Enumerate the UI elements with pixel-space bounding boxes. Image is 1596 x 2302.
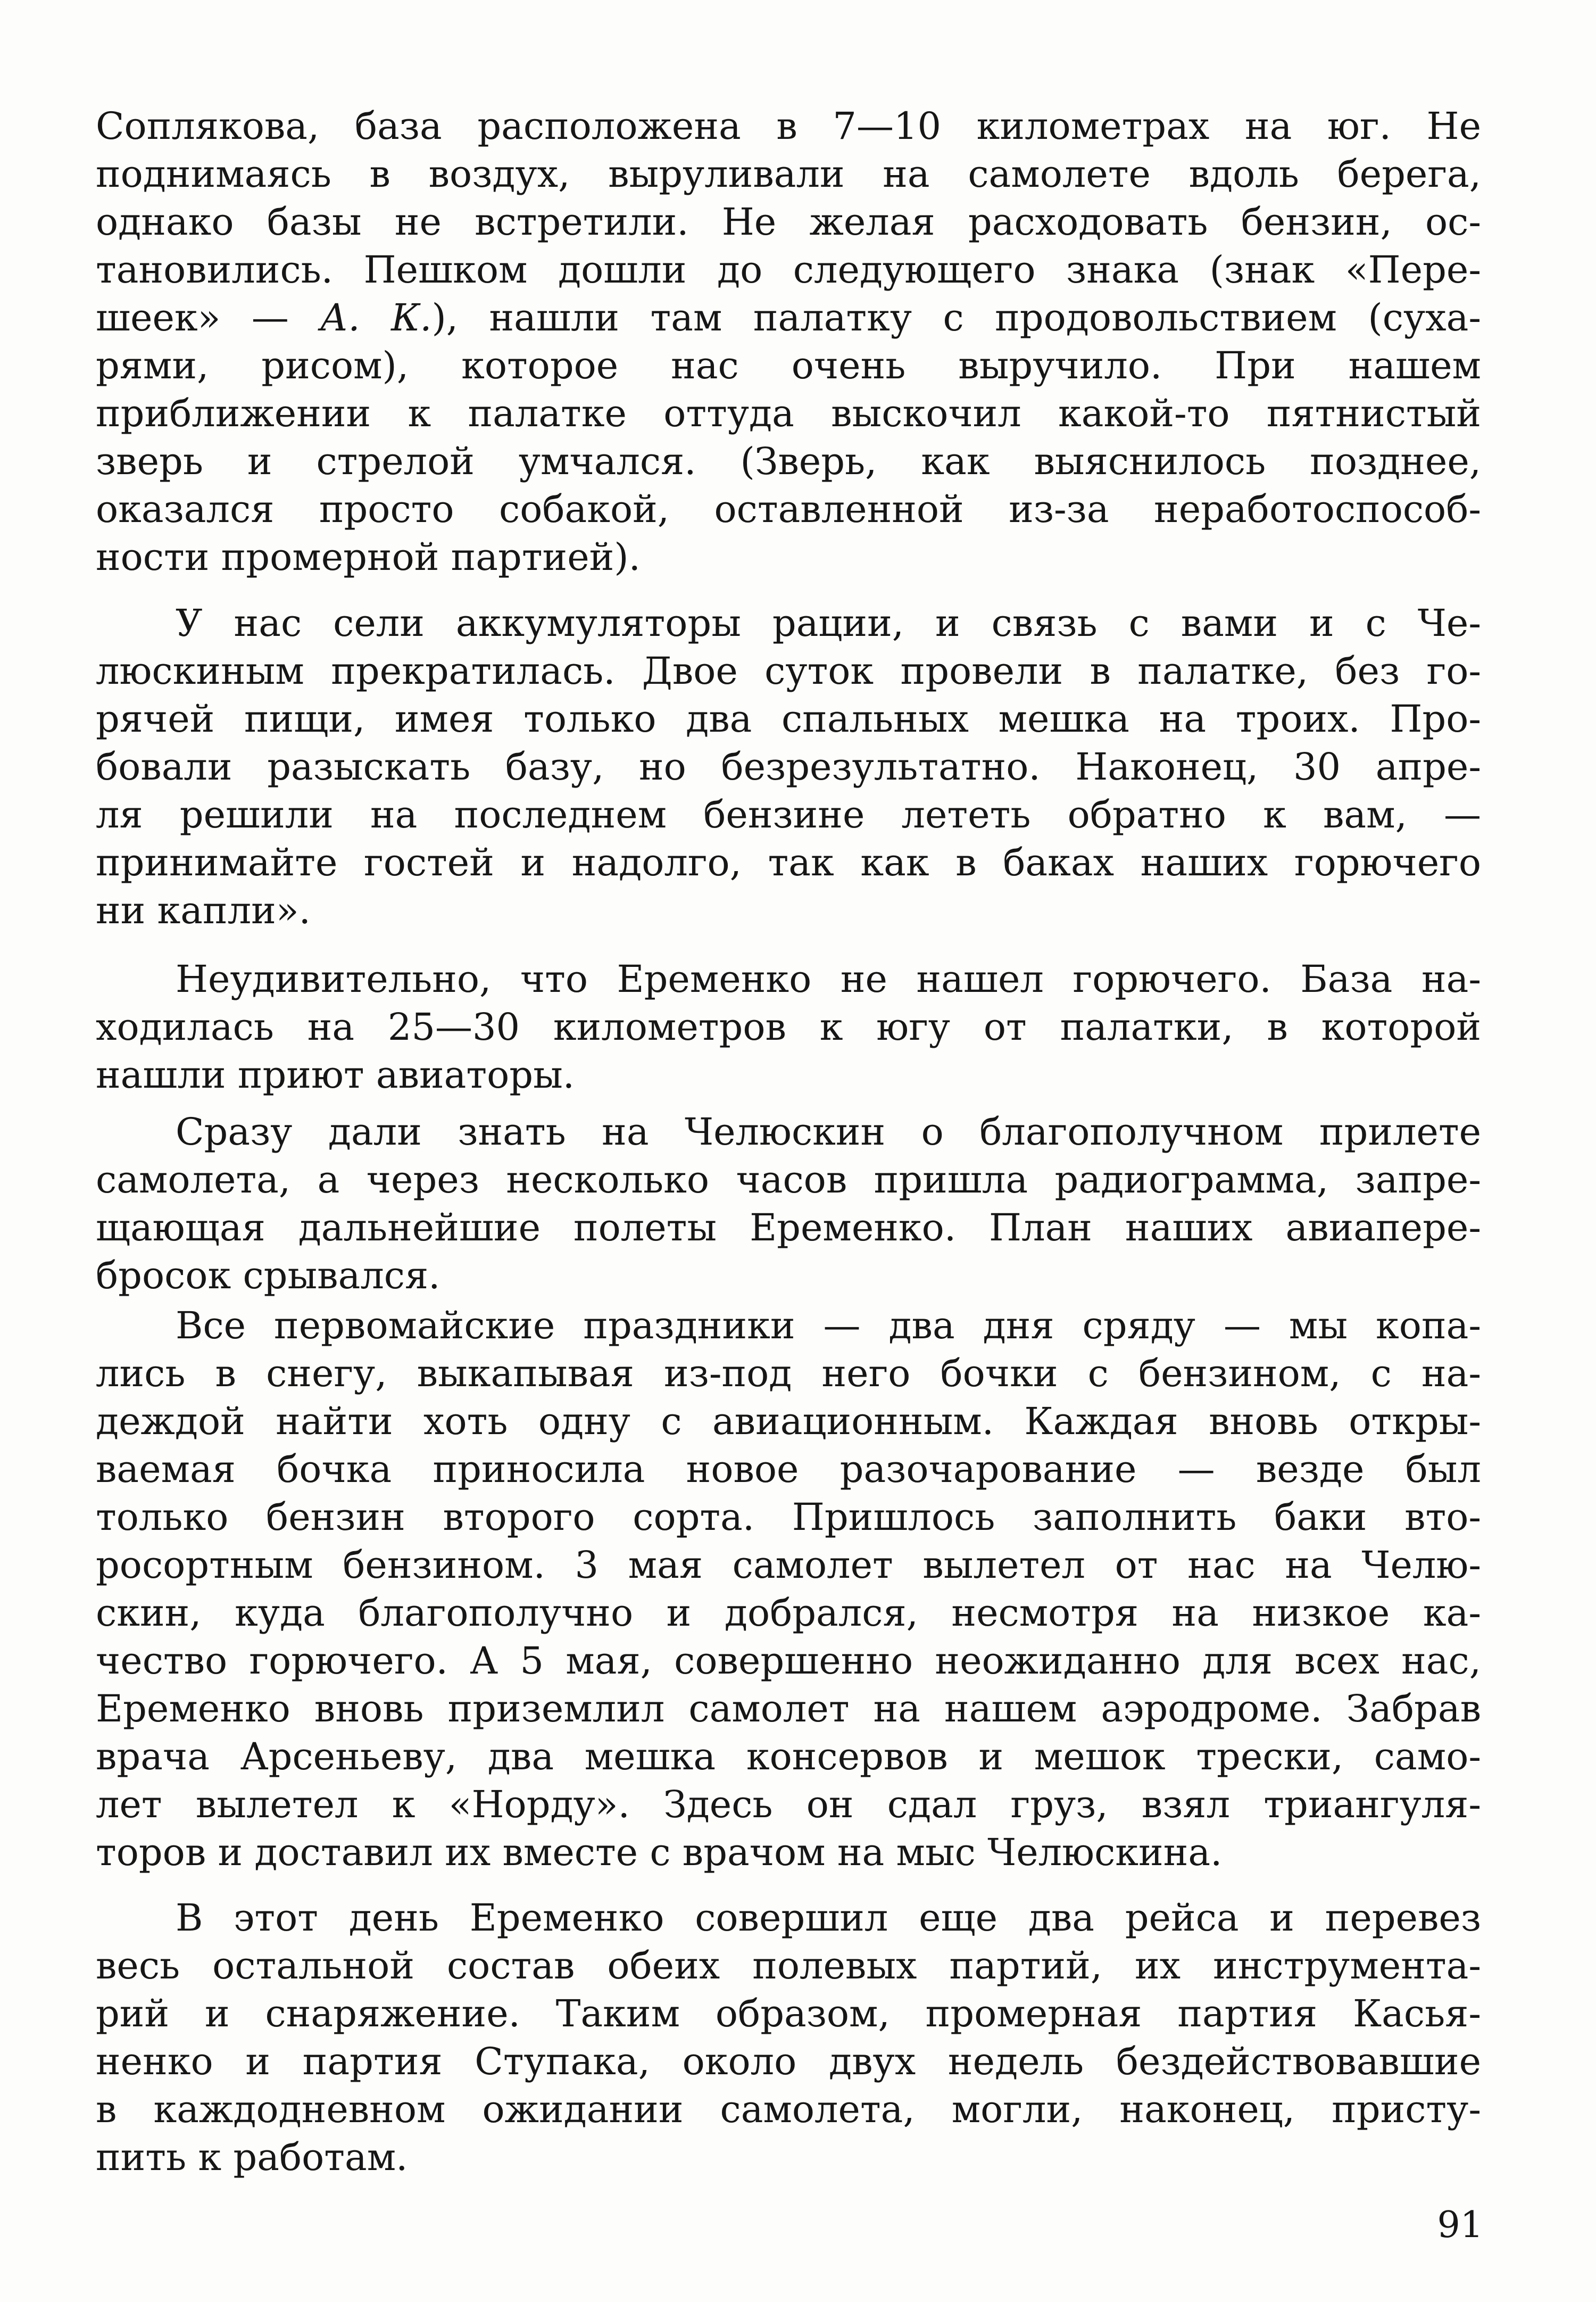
text-line: оказался просто собакой, оставленной из-за неработоспособ- <box>96 487 1481 531</box>
text-line: Неудивительно, что Еременко не нашел горючего. База на- <box>176 957 1481 1001</box>
text-line: У нас сели аккумуляторы рации, и связь с вами и с Че- <box>176 601 1481 645</box>
paragraph-2 <box>96 599 1481 934</box>
text-line: рями, рисом), которое нас очень выручило. При нашем <box>96 344 1481 387</box>
text-line <box>96 294 1481 342</box>
text-line: чество горючего. А 5 мая, совершенно неожиданно для всех нас, <box>96 1639 1481 1683</box>
text-segment: ), нашли там палатку с продовольствием (суха- <box>431 296 1481 339</box>
text-line: нашли приют авиаторы. <box>96 1053 575 1097</box>
paragraph-1 <box>96 102 1481 581</box>
text-line: ходилась на 25—30 километров к югу от палатки, в которой <box>96 1005 1481 1049</box>
text-line: в каждодневном ожидании самолета, могли, наконец, присту- <box>96 2088 1481 2131</box>
text-line: поднимаясь в воздух, выруливали на самолете вдоль берега, <box>96 152 1481 196</box>
text-line: росортным бензином. 3 мая самолет вылетел от нас на Челю- <box>96 1543 1481 1587</box>
author-initials: А. К. <box>320 296 432 339</box>
text-line: бросок срывался. <box>96 1254 440 1297</box>
text-line: Еременко вновь приземлил самолет на нашем аэродроме. Забрав <box>96 1687 1481 1730</box>
text-line: лись в снегу, выкапывая из-под него бочки с бензином, с на- <box>96 1352 1481 1395</box>
text-line: рий и снаряжение. Таким образом, промерная партия Касья- <box>96 1992 1481 2035</box>
body-text <box>96 102 1481 2181</box>
text-line: врача Арсеньеву, два мешка консервов и мешок трески, само- <box>96 1735 1481 1778</box>
paragraph-6 <box>96 1894 1481 2181</box>
text-line: В этот день Еременко совершил еще два рейса и перевез <box>176 1896 1481 1940</box>
paragraph-3 <box>96 955 1481 1099</box>
text-line: Все первомайские праздники — два дня сряду — мы копа- <box>176 1304 1481 1347</box>
text-line: тановились. Пешком дошли до следующего знака (знак «Пере- <box>96 248 1481 292</box>
text-line: Сразу дали знать на Челюскин о благополучном прилете <box>176 1110 1481 1154</box>
text-segment: шеек» — <box>96 296 320 339</box>
text-line: самолета, а через несколько часов пришла радиограмма, запре- <box>96 1158 1481 1202</box>
text-line: приближении к палатке оттуда выскочил какой-то пятнистый <box>96 392 1481 435</box>
text-line: торов и доставил их вместе с врачом на мыс Челюскина. <box>96 1831 1223 1874</box>
paragraph-5 <box>96 1302 1481 1876</box>
text-line: только бензин второго сорта. Пришлось заполнить баки вто- <box>96 1495 1481 1539</box>
text-line: ля решили на последнем бензине лететь обратно к вам, — <box>96 793 1481 837</box>
text-line: деждой найти хоть одну с авиационным. Каждая вновь откры- <box>96 1400 1481 1443</box>
text-line: весь остальной состав обеих полевых партий, их инструмента- <box>96 1944 1481 1988</box>
text-line: бовали разыскать базу, но безрезультатно. Наконец, 30 апре- <box>96 745 1481 789</box>
text-line: рячей пищи, имея только два спальных мешка на троих. Про- <box>96 697 1481 741</box>
paragraph-4 <box>96 1108 1481 1299</box>
page-number: 91 <box>1437 2204 1483 2246</box>
text-line: ваемая бочка приносила новое разочарование — везде был <box>96 1447 1481 1491</box>
text-line: Соплякова, база расположена в 7—10 километрах на юг. Не <box>96 104 1481 148</box>
text-line: лет вылетел к «Норду». Здесь он сдал груз, взял триангуля- <box>96 1783 1481 1826</box>
text-line: принимайте гостей и надолго, так как в баках наших горючего <box>96 841 1481 884</box>
text-line: ни капли». <box>96 889 311 932</box>
text-line: однако базы не встретили. Не желая расходовать бензин, ос- <box>96 200 1481 244</box>
text-line: зверь и стрелой умчался. (Зверь, как выяснилось позднее, <box>96 440 1481 483</box>
text-line: ненко и партия Ступака, около двух недель бездействовавшие <box>96 2040 1481 2083</box>
text-line: люскиным прекратилась. Двое суток провели в палатке, без го- <box>96 649 1481 693</box>
text-line: щающая дальнейшие полеты Еременко. План наших авиапере- <box>96 1206 1481 1249</box>
text-line: скин, куда благополучно и добрался, несмотря на низкое ка- <box>96 1591 1481 1635</box>
text-line: пить к работам. <box>96 2135 408 2179</box>
text-line: ности промерной партией). <box>96 535 641 579</box>
